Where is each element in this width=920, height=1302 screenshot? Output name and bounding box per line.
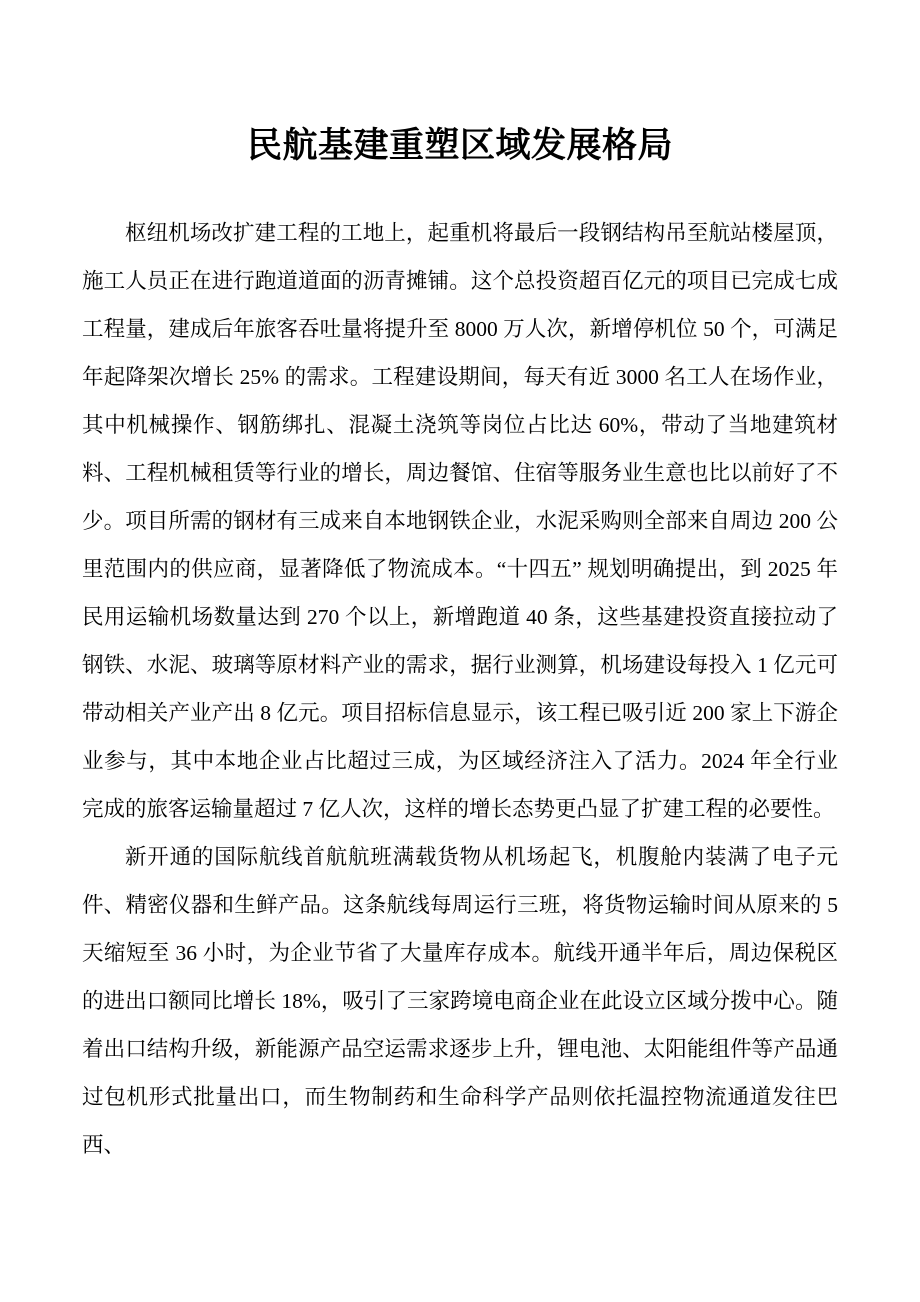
body-paragraph: 新开通的国际航线首航航班满载货物从机场起飞，机腹舱内装满了电子元件、精密仪器和生鲜产品。这条航线每周运行三班，将货物运输时间从原来的 5 天缩短至 36 小时，为企业节省了大量库存成本。航线开通半年后，周边保税区的进出口额同比增长 18%，吸引了三家跨境电商企业在此设立区域分拨中心。随着出口结构升级，新能源产品空运需求逐步上升，锂电池、太阳能组件等产品通过包机形式批量出口，而生物制药和生命科学产品则依托温控物流通道发往巴西、 xyxy=(82,845,838,1157)
body-paragraph: 枢纽机场改扩建工程的工地上，起重机将最后一段钢结构吊至航站楼屋顶，施工人员正在进行跑道道面的沥青摊铺。这个总投资超百亿元的项目已完成七成工程量，建成后年旅客吞吐量将提升至 8000 万人次，新增停机位 50 个，可满足年起降架次增长 25% 的需求。工程建设期间，每天有近 3000 名工人在场作业，其中机械操作、钢筋绑扎、混凝土浇筑等岗位占比达 60%，带动了当地建筑材料、工程机械租赁等行业的增长，周边餐馆、住宿等服务业生意也比以前好了不少。项目所需的钢材有三成来自本地钢铁企业，水泥采购则全部来自周边 200 公里范围内的供应商，显著降低了物流成本。“十四五” 规划明确提出，到 2025 年民用运输机场数量达到 270 个以上，新增跑道 40 条，这些基建投资直接拉动了钢铁、水泥、玻璃等原材料产业的需求，据行业测算，机场建设每投入 1 亿元可带动相关产业产出 8 亿元。项目招标信息显示，该工程已吸引近 200 家上下游企业参与，其中本地企业占比超过三成，为区域经济注入了活力。2024 年全行业完成的旅客运输量超过 7 亿人次，这样的增长态势更凸显了扩建工程的必要性。 xyxy=(82,221,838,821)
document-title: 民航基建重塑区域发展格局 xyxy=(246,126,673,165)
